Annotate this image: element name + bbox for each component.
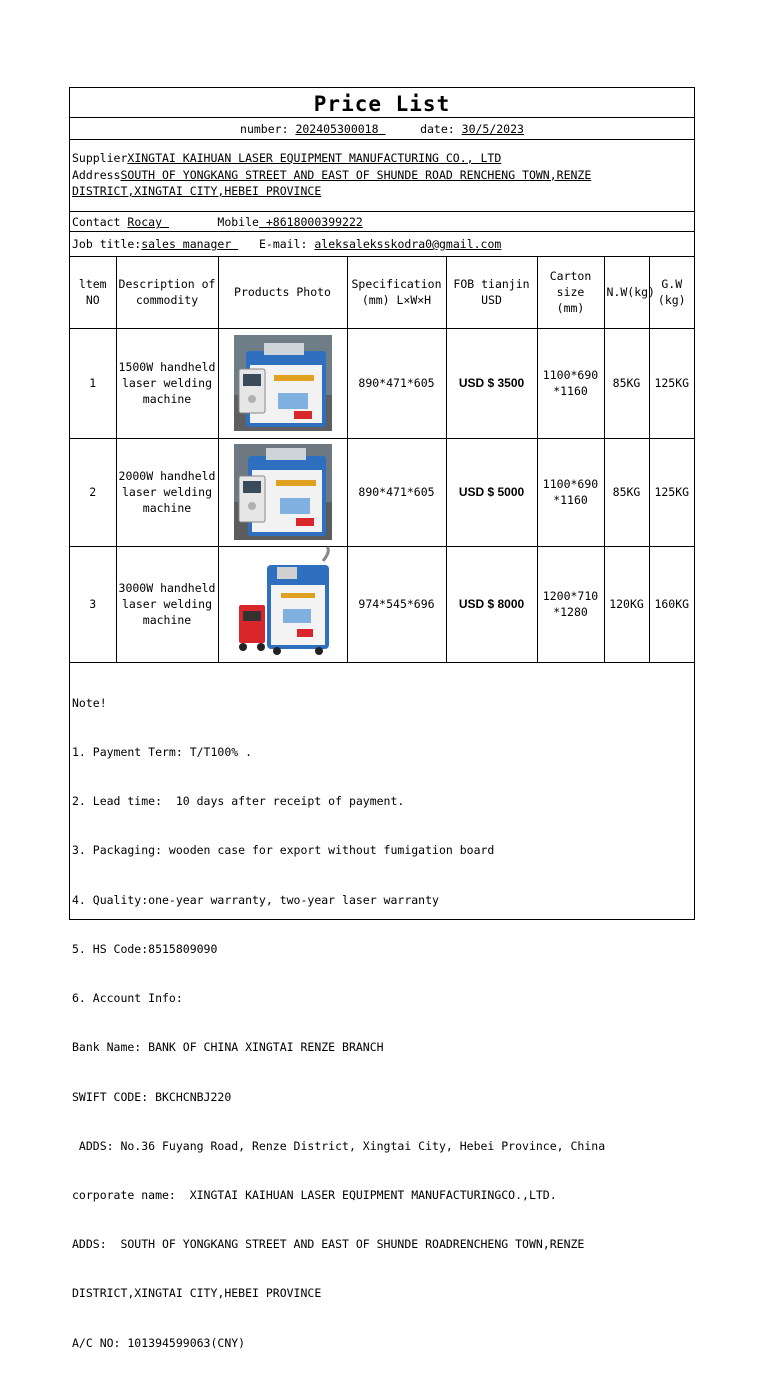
item-nw: 85KG bbox=[604, 438, 649, 546]
header-nw: N.W(kg) bbox=[604, 257, 649, 328]
item-gw: 125KG bbox=[649, 438, 694, 546]
item-price: USD $ 8000 bbox=[446, 546, 537, 662]
item-price: USD $ 5000 bbox=[446, 438, 537, 546]
product-photo bbox=[218, 438, 347, 546]
note-line: 1. Payment Term: T/T100% . bbox=[72, 745, 253, 760]
item-spec: 890*471*605 bbox=[347, 328, 446, 438]
note-line: ADDS: No.36 Fuyang Road, Renze District, Xingtai City, Hebei Province, China bbox=[72, 1138, 606, 1153]
header-description: Description of commodity bbox=[116, 257, 218, 328]
note-line: 5. HS Code:8515809090 bbox=[72, 941, 218, 956]
address-label: Address bbox=[72, 167, 121, 182]
item-carton: 1100*690 *1160 bbox=[537, 438, 604, 546]
item-description: 1500W handheld laser welding machine bbox=[116, 328, 218, 438]
contact-value: Rocay bbox=[127, 215, 169, 229]
job-value: sales manager bbox=[141, 237, 239, 251]
product-photo bbox=[218, 328, 347, 438]
note-line: 4. Quality:one-year warranty, two-year laser warranty bbox=[72, 892, 439, 907]
item-gw: 160KG bbox=[649, 546, 694, 662]
header-fob: FOB tianjin USD bbox=[446, 257, 537, 328]
header-photo: Products Photo bbox=[218, 257, 347, 328]
email-label: E-mail: bbox=[258, 237, 308, 251]
mobile-label: Mobile bbox=[217, 215, 259, 229]
item-description: 3000W handheld laser welding machine bbox=[116, 546, 218, 662]
item-carton: 1100*690 *1160 bbox=[537, 328, 604, 438]
price-list-sheet bbox=[69, 87, 695, 1350]
contact-row bbox=[70, 212, 694, 232]
notes-block bbox=[72, 662, 605, 1384]
table-row bbox=[70, 328, 694, 438]
welding-machine-image bbox=[234, 335, 332, 431]
header-gw: G.W (kg) bbox=[649, 257, 694, 328]
table-header-row bbox=[70, 257, 694, 328]
item-no: 3 bbox=[70, 546, 116, 662]
welding-machine-image bbox=[234, 444, 332, 540]
item-description: 2000W handheld laser welding machine bbox=[116, 438, 218, 546]
item-carton: 1200*710 *1280 bbox=[537, 546, 604, 662]
table-row bbox=[70, 546, 694, 662]
note-line: Note! bbox=[72, 695, 107, 710]
note-line: 2. Lead time: 10 days after receipt of payment. bbox=[72, 794, 405, 809]
item-no: 2 bbox=[70, 438, 116, 546]
note-line: DISTRICT,XINGTAI CITY,HEBEI PROVINCE bbox=[72, 1286, 322, 1301]
header-item-no: ltem NO bbox=[70, 257, 116, 328]
note-line: SWIFT CODE: BKCHCNBJ220 bbox=[72, 1089, 232, 1104]
note-line: A/C NO: 101394599063(CNY) bbox=[72, 1335, 246, 1350]
item-spec: 974*545*696 bbox=[347, 546, 446, 662]
job-label: Job title: bbox=[72, 237, 142, 251]
date-value: 30/5/2023 bbox=[461, 122, 524, 136]
address-line2: DISTRICT,XINGTAI CITY,HEBEI PROVINCE bbox=[72, 184, 322, 198]
product-table bbox=[70, 257, 694, 663]
mobile-value: +8618000399222 bbox=[258, 215, 363, 229]
job-row bbox=[70, 232, 694, 257]
supplier-value: XINGTAI KAIHUAN LASER EQUIPMENT MANUFACTURING CO., LTD bbox=[127, 151, 502, 165]
item-price: USD $ 3500 bbox=[446, 328, 537, 438]
item-nw: 120KG bbox=[604, 546, 649, 662]
note-line: 3. Packaging: wooden case for export without fumigation board bbox=[72, 843, 495, 858]
item-nw: 85KG bbox=[604, 328, 649, 438]
note-line: corporate name: XINGTAI KAIHUAN LASER EQUIPMENT MANUFACTURINGCO.,LTD. bbox=[72, 1188, 557, 1202]
note-line: Bank Name: BANK OF CHINA XINGTAI RENZE BRANCH bbox=[72, 1040, 384, 1055]
contact-label: Contact bbox=[72, 215, 128, 229]
number-value: 202405300018 bbox=[295, 122, 386, 136]
supplier-label: Supplier bbox=[72, 151, 128, 165]
address-line1: SOUTH OF YONGKANG STREET AND EAST OF SHUNDE ROAD RENCHENG TOWN,RENZE bbox=[120, 167, 592, 182]
note-line: 6. Account Info: bbox=[72, 991, 183, 1006]
page-title: Price List bbox=[70, 88, 694, 118]
note-line: ADDS: SOUTH OF YONGKANG STREET AND EAST OF SHUNDE ROADRENCHENG TOWN,RENZE bbox=[72, 1237, 585, 1252]
item-no: 1 bbox=[70, 328, 116, 438]
date-label: date: bbox=[420, 122, 455, 136]
product-photo bbox=[218, 546, 347, 662]
number-date-row bbox=[70, 118, 694, 140]
header-carton: Carton size (mm) bbox=[537, 257, 604, 328]
welding-machine-image bbox=[227, 551, 339, 657]
item-spec: 890*471*605 bbox=[347, 438, 446, 546]
number-label: number: bbox=[240, 122, 289, 136]
email-link[interactable]: aleksaleksskodra0@gmail.com bbox=[314, 237, 502, 251]
supplier-block bbox=[70, 140, 694, 212]
item-gw: 125KG bbox=[649, 328, 694, 438]
table-row bbox=[70, 438, 694, 546]
header-spec: Specification (mm) L×W×H bbox=[347, 257, 446, 328]
